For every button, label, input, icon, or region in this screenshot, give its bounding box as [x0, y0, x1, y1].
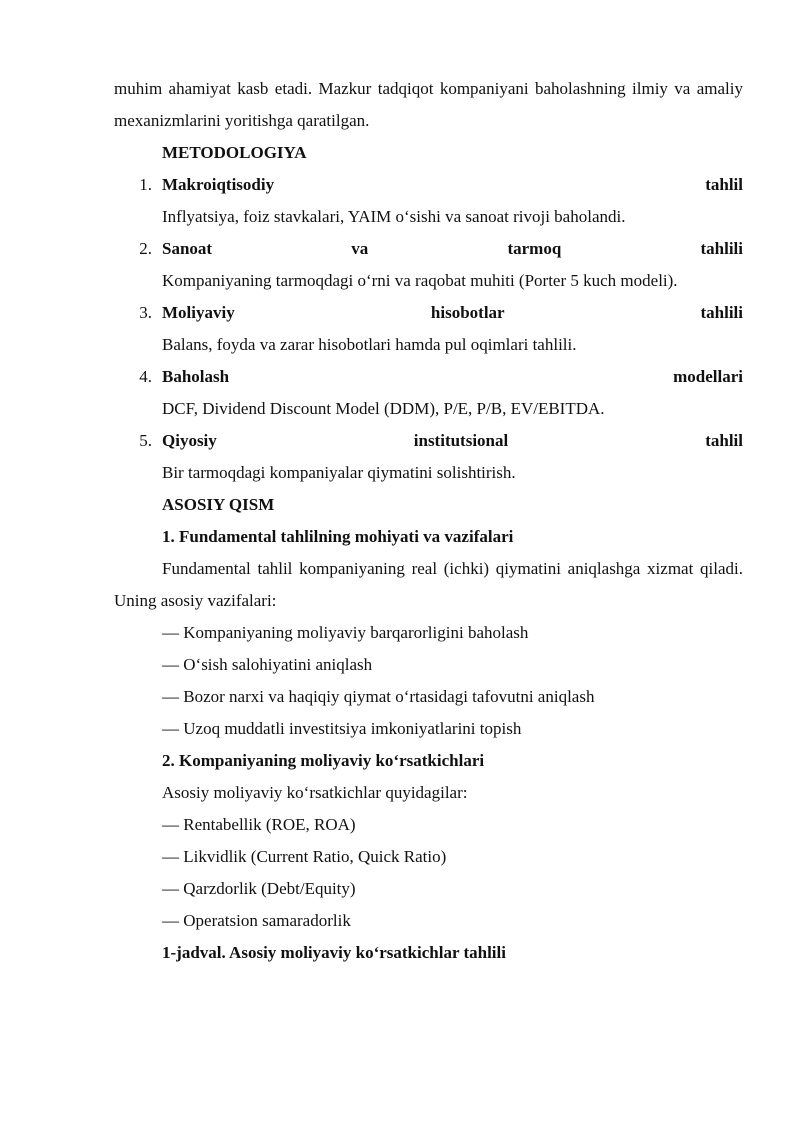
bullet-item: — Likvidlik (Current Ratio, Quick Ratio)	[162, 847, 447, 866]
item-title: Moliyaviy hisobotlar tahlili	[162, 303, 743, 322]
item-description: Balans, foyda va zarar hisobotlari hamda pul oqimlari tahlili.	[162, 335, 577, 354]
bullet-item: — O‘sish salohiyatini aniqlash	[162, 655, 373, 674]
item-number: 4.	[139, 367, 152, 386]
methodology-item-3	[114, 297, 743, 329]
methodology-item-2	[114, 233, 743, 265]
section-1-title: 1. Fundamental tahlilning mohiyati va vazifalari	[162, 527, 514, 546]
section-2-paragraph: Asosiy moliyaviy ko‘rsatkichlar quyidagilar:	[162, 783, 468, 802]
bullet-item: — Qarzdorlik (Debt/Equity)	[162, 879, 356, 898]
item-number: 1.	[139, 175, 152, 194]
bullet-item: — Bozor narxi va haqiqiy qiymat o‘rtasidagi tafovutni aniqlash	[162, 687, 595, 706]
item-title: Makroiqtisodiy tahlil	[162, 175, 743, 194]
section-2-title: 2. Kompaniyaning moliyaviy ko‘rsatkichlari	[162, 751, 485, 770]
item-title: Baholash modellari	[162, 367, 743, 386]
section-1-paragraph: Fundamental tahlil kompaniyaning real (ichki) qiymatini aniqlashga xizmat qiladi. Uning asosiy vazifalari:	[114, 559, 743, 610]
table-caption: 1-jadval. Asosiy moliyaviy ko‘rsatkichlar tahlili	[162, 943, 506, 962]
methodology-item-5	[114, 425, 743, 457]
bullet-item: — Operatsion samaradorlik	[162, 911, 351, 930]
item-title: Sanoat va tarmoq tahlili	[162, 239, 743, 258]
methodology-heading: METODOLOGIYA	[162, 143, 307, 162]
item-description: DCF, Dividend Discount Model (DDM), P/E, P/B, EV/EBITDA.	[162, 399, 605, 418]
item-description: Bir tarmoqdagi kompaniyalar qiymatini solishtirish.	[162, 463, 516, 482]
bullet-item: — Kompaniyaning moliyaviy barqarorligini baholash	[162, 623, 529, 642]
methodology-item-4	[114, 361, 743, 393]
bullet-item: — Uzoq muddatli investitsiya imkoniyatlarini topish	[162, 719, 522, 738]
bullet-item: — Rentabellik (ROE, ROA)	[162, 815, 356, 834]
main-heading: ASOSIY QISM	[162, 495, 275, 514]
item-description: Inflyatsiya, foiz stavkalari, YAIM o‘sishi va sanoat rivoji baholandi.	[162, 207, 626, 226]
item-number: 5.	[139, 431, 152, 450]
item-description: Kompaniyaning tarmoqdagi o‘rni va raqobat muhiti (Porter 5 kuch modeli).	[162, 271, 678, 290]
item-number: 3.	[139, 303, 152, 322]
intro-paragraph: muhim ahamiyat kasb etadi. Mazkur tadqiqot kompaniyani baholashning ilmiy va amaliy mexanizmlarini yoritishga qaratilgan.	[114, 79, 743, 130]
item-number: 2.	[139, 239, 152, 258]
methodology-item-1	[114, 169, 743, 201]
item-title: Qiyosiy institutsional tahlil	[162, 431, 743, 450]
methodology-list	[114, 169, 743, 489]
